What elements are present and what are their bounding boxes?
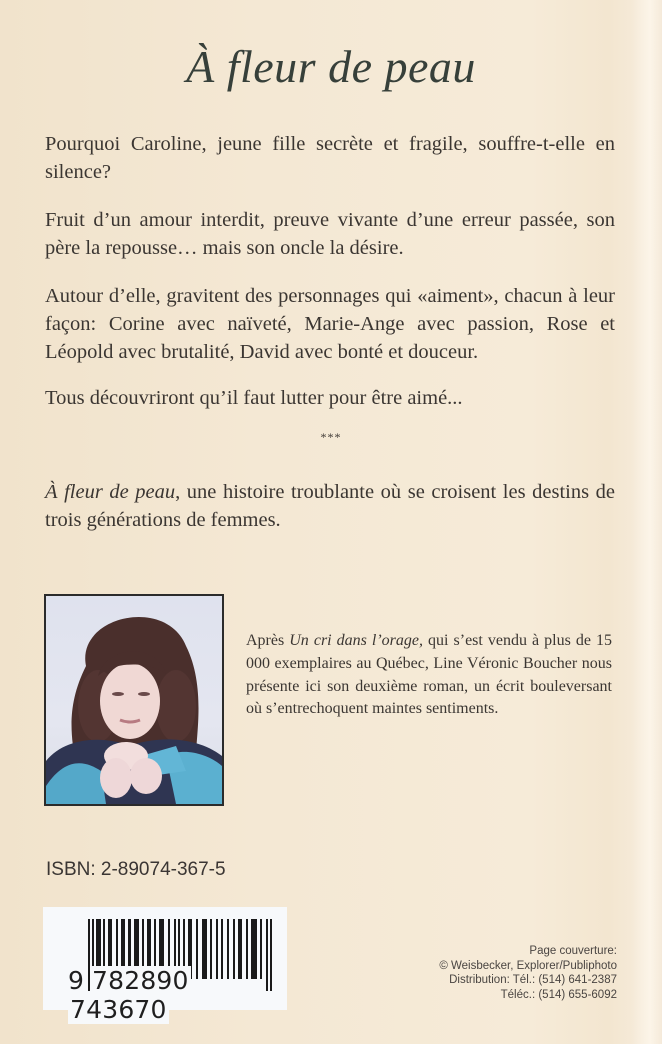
cover-credits bbox=[439, 944, 617, 1002]
book-title: À fleur de peau bbox=[186, 41, 476, 92]
page-edge-shading bbox=[632, 0, 662, 1044]
blurb-paragraph-2: Fruit d’un amour interdit, preuve vivante d’une erreur passée, son père la repousse… mais son oncle la désire. bbox=[45, 209, 615, 259]
credits-photo: © Weisbecker, Explorer/Publiphoto bbox=[439, 959, 617, 972]
author-photo bbox=[44, 594, 224, 806]
barcode bbox=[43, 907, 287, 1024]
blurb-paragraph-5-text: , une histoire troublante où se croisent les destins de trois générations de femmes. bbox=[45, 481, 615, 531]
barcode-group-2: 743670 bbox=[70, 995, 167, 1024]
blurb-paragraph-3: Autour d’elle, gravitent des personnages qui «aiment», chacun à leur façon: Corine avec naïveté, Marie-Ange avec passion, Rose et Léopold avec brutalité, David avec bonté et douceur. bbox=[45, 285, 615, 363]
barcode-group-1: 782890 bbox=[92, 966, 189, 995]
barcode-digits bbox=[68, 966, 287, 1024]
credits-distribution-phone: Distribution: Tél.: (514) 641-2387 bbox=[449, 974, 617, 986]
blurb-paragraph-1: Pourquoi Caroline, jeune fille secrète et fragile, souffre-t-elle en silence? bbox=[45, 133, 615, 183]
author-portrait-illustration bbox=[46, 596, 222, 804]
blurb-paragraph-4: Tous découvriront qu’il faut lutter pour être aimé... bbox=[45, 387, 463, 409]
book-title-inline: À fleur de peau bbox=[45, 481, 176, 503]
previous-book-title: Un cri dans l’orage, bbox=[289, 632, 424, 649]
author-bio bbox=[246, 630, 612, 721]
blurb-paragraph-5 bbox=[45, 478, 615, 534]
credits-cover-label: Page couverture: bbox=[529, 945, 617, 957]
credits-fax: Téléc.: (514) 655-6092 bbox=[500, 988, 617, 1001]
bio-text-rest: qui s’est vendu à plus de 15 000 exemplaires au Québec, Line Véronic Boucher nous présente ici son deuxième roman, un écrit bouleversant où s’entrechoquent maintes sentiments. bbox=[246, 632, 613, 718]
isbn-label: ISBN: 2-89074-367-5 bbox=[46, 859, 226, 880]
section-separator: *** bbox=[320, 430, 342, 444]
bio-text-start: Après bbox=[246, 632, 290, 649]
barcode-lead-digit: 9 bbox=[68, 966, 85, 995]
